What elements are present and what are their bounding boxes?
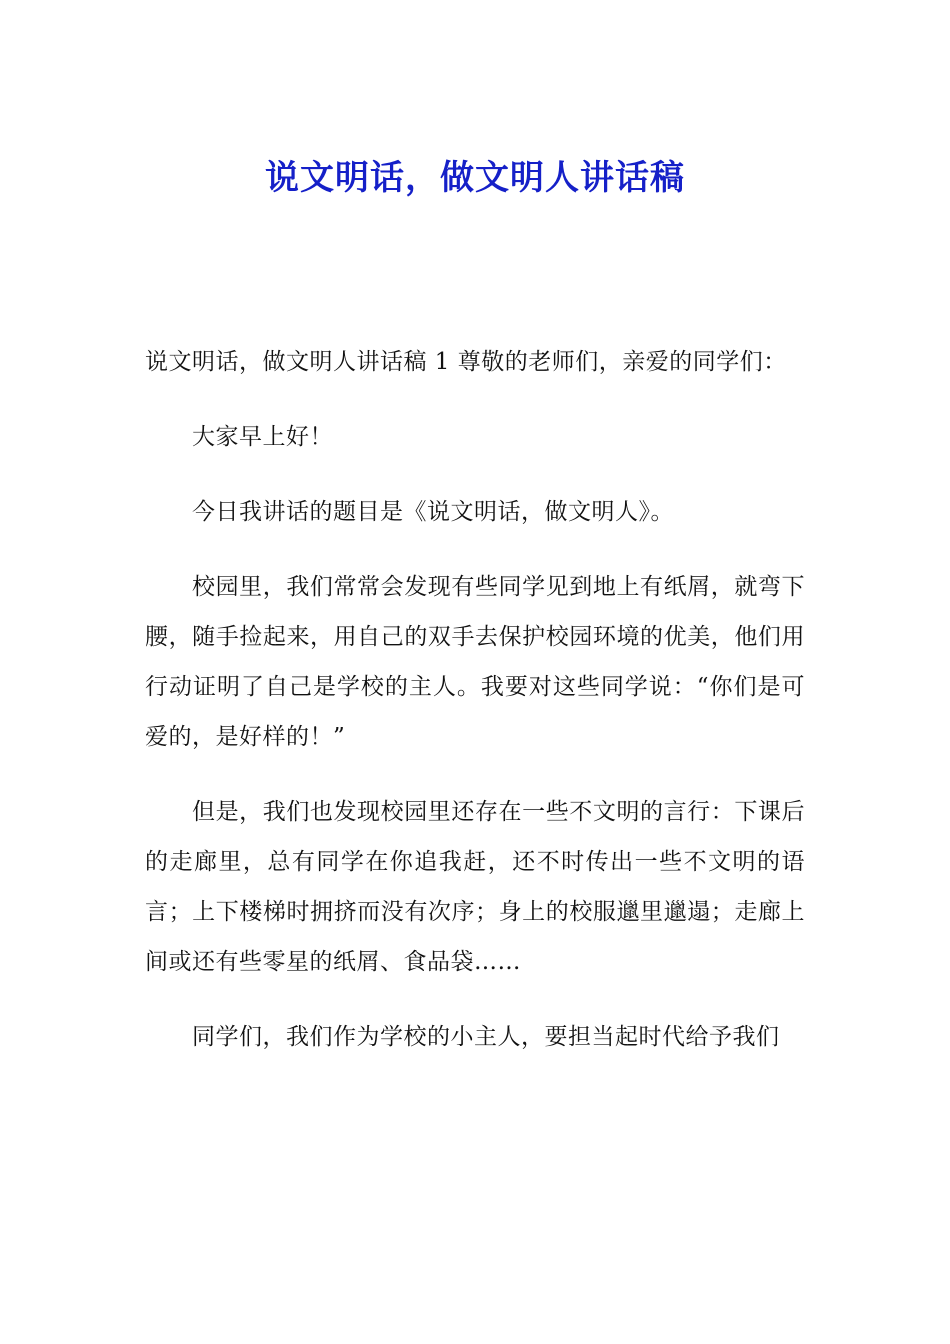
document-body: [145, 337, 805, 1087]
paragraph-5: 但是，我们也发现校园里还存在一些不文明的言行：下课后的走廊里，总有同学在你追我赶，还不时传出一些不文明的语言；上下楼梯时拥挤而没有次序；身上的校服邋里邋遢；走廊上间或还有些零星的纸屑、食品袋……: [145, 799, 805, 975]
paragraph-6: 同学们，我们作为学校的小主人，要担当起时代给予我们: [192, 1024, 780, 1050]
document-title: 说文明话，做文明人讲话稿: [265, 157, 685, 198]
paragraph-3: 今日我讲话的题目是《说文明话，做文明人》。: [192, 499, 674, 525]
paragraph-2: 大家早上好！: [192, 424, 333, 450]
paragraph-4: 校园里，我们常常会发现有些同学见到地上有纸屑，就弯下腰，随手捡起来，用自己的双手去保护校园环境的优美，他们用行动证明了自己是学校的主人。我要对这些同学说：“你们是可爱的，是好样的！”: [145, 574, 805, 750]
paragraph-1: 说文明话，做文明人讲话稿 1 尊敬的老师们，亲爱的同学们：: [145, 349, 787, 375]
